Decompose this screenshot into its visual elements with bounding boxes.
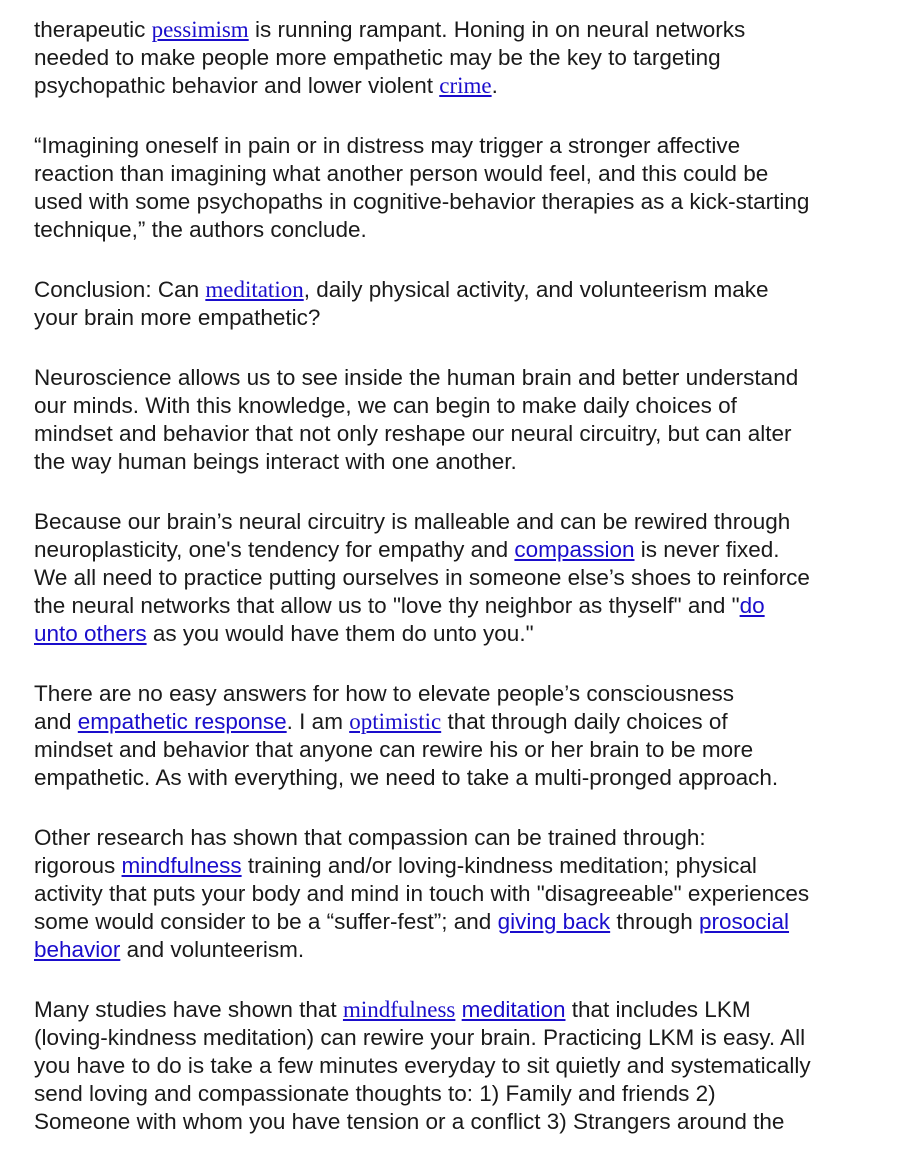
text-line — [34, 1052, 880, 1080]
text-line — [34, 392, 880, 420]
text-run: neuroplasticity, one's tendency for empathy and — [34, 537, 515, 562]
text-line — [34, 620, 880, 648]
text-run: used with some psychopaths in cognitive-behavior therapies as a kick-starting — [34, 189, 810, 214]
text-run: that includes LKM — [565, 997, 751, 1022]
paragraph — [34, 824, 880, 964]
text-line — [34, 72, 880, 100]
text-line — [34, 1024, 880, 1052]
text-line — [34, 764, 880, 792]
text-run: . I am — [286, 709, 350, 734]
inline-link-prosocial[interactable]: prosocial — [698, 909, 790, 934]
inline-link-empathetic-response[interactable]: empathetic response — [77, 709, 287, 734]
text-line — [34, 564, 880, 592]
inline-link-meditation[interactable]: meditation — [461, 997, 566, 1022]
text-run: Because our brain’s neural circuitry is malleable and can be rewired through — [34, 509, 791, 534]
text-run: your brain more empathetic? — [34, 305, 321, 330]
text-line — [34, 852, 880, 880]
text-line — [34, 132, 880, 160]
paragraph — [34, 680, 880, 792]
inline-link-giving-back[interactable]: giving back — [497, 909, 611, 934]
text-run: our minds. With this knowledge, we can begin to make daily choices of — [34, 393, 737, 418]
text-line — [34, 996, 880, 1024]
text-run: that through daily choices of — [441, 709, 728, 734]
text-run: empathetic. As with everything, we need to take a multi-pronged approach. — [34, 765, 779, 790]
text-line — [34, 680, 880, 708]
inline-link-behavior[interactable]: behavior — [34, 937, 121, 962]
text-line — [34, 364, 880, 392]
text-run: Conclusion: Can — [34, 277, 206, 302]
text-line — [34, 448, 880, 476]
text-line — [34, 1080, 880, 1108]
text-line — [34, 1108, 880, 1136]
text-run: activity that puts your body and mind in touch with "disagreeable" experiences — [34, 881, 810, 906]
text-run: you have to do is take a few minutes everyday to sit quietly and systematically — [34, 1053, 811, 1078]
text-run: and — [34, 709, 78, 734]
text-run: some would consider to be a “suffer-fest”; and — [34, 909, 498, 934]
inline-link-meditation[interactable]: meditation — [205, 277, 304, 302]
text-run: Many studies have shown that — [34, 997, 343, 1022]
text-run: mindset and behavior that not only reshape our neural circuitry, but can alter — [34, 421, 792, 446]
inline-link-mindfulness[interactable]: mindfulness — [121, 853, 242, 878]
text-line — [34, 304, 880, 332]
paragraph — [34, 16, 880, 100]
text-line — [34, 592, 880, 620]
text-run: mindset and behavior that anyone can rewire his or her brain to be more — [34, 737, 754, 762]
text-line — [34, 536, 880, 564]
text-run: rigorous — [34, 853, 122, 878]
inline-link-crime[interactable]: crime — [439, 73, 492, 98]
inline-link-do[interactable]: do — [739, 593, 765, 618]
paragraph — [34, 132, 880, 244]
text-run: We all need to practice putting ourselves in someone else’s shoes to reinforce — [34, 565, 810, 590]
paragraph — [34, 508, 880, 648]
text-line — [34, 908, 880, 936]
text-line — [34, 16, 880, 44]
text-run: and volunteerism. — [120, 937, 305, 962]
inline-link-optimistic[interactable]: optimistic — [349, 709, 442, 734]
text-run: Other research has shown that compassion can be trained through: — [34, 825, 706, 850]
text-line — [34, 44, 880, 72]
inline-link-pessimism[interactable]: pessimism — [151, 17, 249, 42]
text-line — [34, 276, 880, 304]
text-line — [34, 188, 880, 216]
text-line — [34, 736, 880, 764]
text-run: send loving and compassionate thoughts to: 1) Family and friends 2) — [34, 1081, 716, 1106]
text-run: training and/or loving-kindness meditation; physical — [241, 853, 757, 878]
text-run: psychopathic behavior and lower violent — [34, 73, 440, 98]
inline-link-mindfulness[interactable]: mindfulness — [342, 997, 456, 1022]
text-run: “Imagining oneself in pain or in distress may trigger a stronger affective — [34, 133, 741, 158]
text-run: (loving-kindness meditation) can rewire your brain. Practicing LKM is easy. All — [34, 1025, 806, 1050]
paragraph — [34, 996, 880, 1136]
text-run: through — [610, 909, 699, 934]
text-line — [34, 708, 880, 736]
text-run: the way human beings interact with one another. — [34, 449, 517, 474]
text-line — [34, 936, 880, 964]
text-line — [34, 508, 880, 536]
text-run: as you would have them do unto you." — [146, 621, 534, 646]
text-run: Someone with whom you have tension or a conflict 3) Strangers around the — [34, 1109, 785, 1134]
text-run: technique,” the authors conclude. — [34, 217, 367, 242]
text-line — [34, 420, 880, 448]
inline-link-compassion[interactable]: compassion — [514, 537, 635, 562]
text-run: Neuroscience allows us to see inside the human brain and better understand — [34, 365, 799, 390]
text-run: is running rampant. Honing in on neural networks — [248, 17, 746, 42]
text-run: reaction than imagining what another person would feel, and this could be — [34, 161, 769, 186]
text-line — [34, 160, 880, 188]
text-run: the neural networks that allow us to "love thy neighbor as thyself" and " — [34, 593, 740, 618]
text-run: therapeutic — [34, 17, 152, 42]
text-run: , daily physical activity, and volunteerism make — [303, 277, 769, 302]
text-line — [34, 880, 880, 908]
text-run: needed to make people more empathetic may be the key to targeting — [34, 45, 721, 70]
text-line — [34, 216, 880, 244]
text-run: . — [491, 73, 498, 98]
text-line — [34, 824, 880, 852]
text-run: There are no easy answers for how to elevate people’s consciousness — [34, 681, 734, 706]
inline-link-unto-others[interactable]: unto others — [34, 621, 147, 646]
paragraph — [34, 276, 880, 332]
paragraph — [34, 364, 880, 476]
text-run: is never fixed. — [634, 537, 780, 562]
